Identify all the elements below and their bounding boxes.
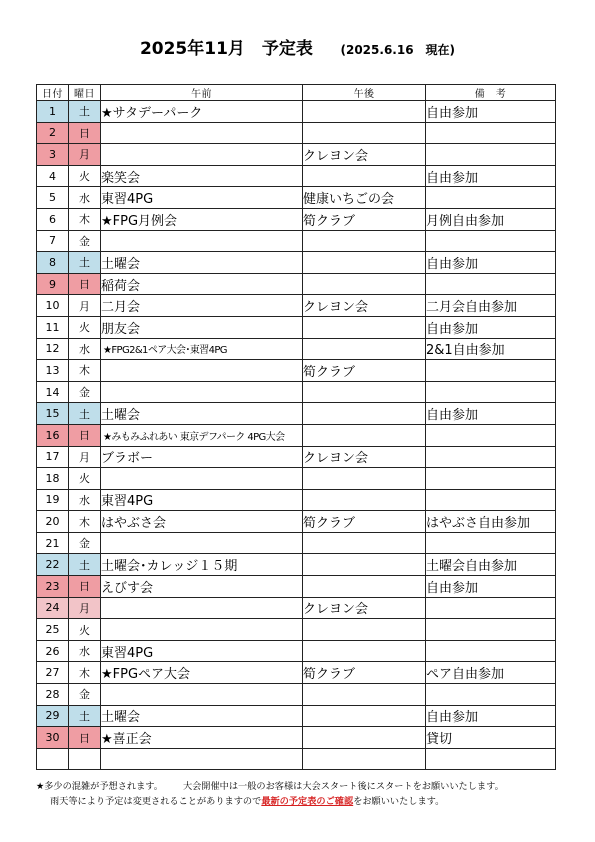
am-event-cell: ★FPG2&1ペア大会･東習4PG [101,338,303,360]
table-row [37,597,556,619]
table-row [37,511,556,533]
pm-event-cell [303,230,426,252]
day-cell: 4 [37,165,69,187]
note-cell: 自由参加 [426,705,556,727]
dow-cell: 火 [69,165,101,187]
note-cell [426,144,556,166]
table-row [37,208,556,230]
day-cell: 21 [37,532,69,554]
table-row [37,705,556,727]
day-cell: 15 [37,403,69,425]
table-row [37,727,556,749]
am-event-cell [101,122,303,144]
pm-event-cell [303,424,426,446]
note-cell [426,684,556,706]
header-dow: 曜日 [69,85,101,101]
footer-line-2 [36,794,566,809]
table-row [37,122,556,144]
pm-event-cell [303,640,426,662]
day-cell: 12 [37,338,69,360]
note-cell [426,187,556,209]
pm-event-cell [303,684,426,706]
day-cell: 27 [37,662,69,684]
am-event-cell: ★みもみふれあい 東京デフパーク 4PG大会 [101,424,303,446]
pm-event-cell [303,532,426,554]
pm-event-cell [303,468,426,490]
day-cell: 24 [37,597,69,619]
table-row [37,640,556,662]
day-cell: 6 [37,208,69,230]
day-cell: 1 [37,101,69,123]
table-row [37,576,556,598]
am-event-cell: 土曜会 [101,705,303,727]
am-event-cell: ★サタデーパーク [101,101,303,123]
header-note: 備 考 [426,85,556,101]
schedule-title: 2025年11月 予定表 [139,39,313,59]
dow-cell: 木 [69,511,101,533]
note-cell [426,230,556,252]
day-cell: 13 [37,360,69,382]
pm-event-cell [303,165,426,187]
schedule-rows [37,101,556,770]
am-event-cell [101,684,303,706]
pm-event-cell [303,489,426,511]
day-cell: 22 [37,554,69,576]
day-cell: 25 [37,619,69,641]
header-day: 日付 [37,85,69,101]
table-row [37,273,556,295]
table-row [37,532,556,554]
pm-event-cell: クレヨン会 [303,144,426,166]
dow-cell: 火 [69,619,101,641]
table-row [37,619,556,641]
footer-line-1 [36,779,566,794]
pm-event-cell [303,619,426,641]
table-row [37,554,556,576]
note-cell [426,489,556,511]
tournament-notice: 大会開催中は一般のお客様は大会スタート後にスタートをお願いいたします。 [182,781,504,792]
table-row [37,489,556,511]
day-cell: 26 [37,640,69,662]
note-cell [426,468,556,490]
table-row [37,403,556,425]
pm-event-cell [303,576,426,598]
pm-event-cell [303,252,426,274]
am-event-cell: 土曜会 [101,252,303,274]
am-event-cell: ブラボー [101,446,303,468]
weather-notice: 雨天等により予定は変更されることがありますので [50,796,262,807]
pm-event-cell [303,273,426,295]
footer-notes [36,779,566,809]
table-row [37,338,556,360]
am-event-cell: ★FPG月例会 [101,208,303,230]
dow-cell: 土 [69,403,101,425]
note-cell [426,273,556,295]
am-event-cell [101,468,303,490]
table-row [37,381,556,403]
pm-event-cell: 筍クラブ [303,511,426,533]
day-cell: 11 [37,316,69,338]
dow-cell: 日 [69,122,101,144]
note-cell: 自由参加 [426,576,556,598]
pm-event-cell: 健康いちごの会 [303,187,426,209]
am-event-cell: 楽笑会 [101,165,303,187]
am-event-cell [101,748,303,770]
dow-cell: 土 [69,101,101,123]
am-event-cell: 東習4PG [101,640,303,662]
dow-cell: 金 [69,684,101,706]
day-cell: 18 [37,468,69,490]
table-row [37,187,556,209]
day-cell: 5 [37,187,69,209]
am-event-cell: ★FPGペア大会 [101,662,303,684]
dow-cell: 金 [69,230,101,252]
dow-cell: 火 [69,468,101,490]
pm-event-cell [303,101,426,123]
dow-cell: 日 [69,727,101,749]
dow-cell: 金 [69,381,101,403]
am-event-cell: 東習4PG [101,489,303,511]
dow-cell: 木 [69,208,101,230]
page-title [0,34,595,59]
dow-cell: 土 [69,252,101,274]
note-cell [426,446,556,468]
am-event-cell: 二月会 [101,295,303,317]
pm-event-cell [303,338,426,360]
dow-cell [69,748,101,770]
am-event-cell: はやぶさ会 [101,511,303,533]
day-cell: 9 [37,273,69,295]
dow-cell: 月 [69,144,101,166]
dow-cell: 火 [69,316,101,338]
dow-cell: 木 [69,360,101,382]
table-row [37,295,556,317]
am-event-cell: 東習4PG [101,187,303,209]
dow-cell: 木 [69,662,101,684]
note-cell: 2&1自由参加 [426,338,556,360]
pm-event-cell [303,554,426,576]
schedule-table [36,84,556,770]
day-cell: 16 [37,424,69,446]
pm-event-cell [303,748,426,770]
note-cell [426,360,556,382]
note-cell: 自由参加 [426,252,556,274]
note-cell: 自由参加 [426,316,556,338]
day-cell: 23 [37,576,69,598]
table-row [37,101,556,123]
day-cell: 10 [37,295,69,317]
pm-event-cell: クレヨン会 [303,446,426,468]
pm-event-cell [303,403,426,425]
am-event-cell: えびす会 [101,576,303,598]
note-cell: 自由参加 [426,165,556,187]
table-header-row [37,85,556,101]
note-cell [426,532,556,554]
dow-cell: 月 [69,295,101,317]
day-cell: 20 [37,511,69,533]
note-cell [426,640,556,662]
dow-cell: 日 [69,424,101,446]
note-cell [426,597,556,619]
pm-event-cell: クレヨン会 [303,295,426,317]
note-cell: 二月会自由参加 [426,295,556,317]
note-cell [426,381,556,403]
dow-cell: 水 [69,338,101,360]
table-row [37,316,556,338]
weather-notice-end: をお願いいたします。 [353,796,445,807]
day-cell: 14 [37,381,69,403]
day-cell [37,748,69,770]
pm-event-cell: 筍クラブ [303,208,426,230]
am-event-cell [101,360,303,382]
am-event-cell: ★喜正会 [101,727,303,749]
table-row [37,748,556,770]
pm-event-cell [303,705,426,727]
day-cell: 3 [37,144,69,166]
table-row [37,144,556,166]
note-cell: 月例自由参加 [426,208,556,230]
day-cell: 30 [37,727,69,749]
note-cell [426,424,556,446]
am-event-cell [101,619,303,641]
note-cell [426,619,556,641]
header-pm: 午後 [303,85,426,101]
am-event-cell [101,532,303,554]
am-event-cell [101,381,303,403]
table-row [37,360,556,382]
am-event-cell [101,597,303,619]
table-row [37,468,556,490]
day-cell: 17 [37,446,69,468]
table-row [37,662,556,684]
pm-event-cell [303,727,426,749]
table-row [37,165,556,187]
day-cell: 8 [37,252,69,274]
pm-event-cell: クレヨン会 [303,597,426,619]
am-event-cell: 稲荷会 [101,273,303,295]
note-cell: 土曜会自由参加 [426,554,556,576]
header-am: 午前 [101,85,303,101]
am-event-cell [101,144,303,166]
day-cell: 29 [37,705,69,727]
dow-cell: 土 [69,705,101,727]
dow-cell: 水 [69,640,101,662]
latest-schedule-link[interactable]: 最新の予定表のご確認 [261,796,354,807]
day-cell: 2 [37,122,69,144]
table-row [37,424,556,446]
note-cell: はやぶさ自由参加 [426,511,556,533]
table-row [37,252,556,274]
pm-event-cell: 筍クラブ [303,662,426,684]
note-cell: 貸切 [426,727,556,749]
as-of-date: (2025.6.16 現在) [340,43,456,57]
table-row [37,230,556,252]
am-event-cell [101,230,303,252]
note-cell: ペア自由参加 [426,662,556,684]
crowd-notice: ★多少の混雑が予想されます。 [36,781,163,792]
dow-cell: 土 [69,554,101,576]
am-event-cell: 土曜会 [101,403,303,425]
pm-event-cell [303,381,426,403]
day-cell: 19 [37,489,69,511]
dow-cell: 月 [69,446,101,468]
dow-cell: 金 [69,532,101,554]
note-cell [426,748,556,770]
dow-cell: 日 [69,576,101,598]
am-event-cell: 土曜会･カレッジ１５期 [101,554,303,576]
table-row [37,446,556,468]
dow-cell: 日 [69,273,101,295]
dow-cell: 月 [69,597,101,619]
dow-cell: 水 [69,489,101,511]
pm-event-cell [303,122,426,144]
pm-event-cell: 筍クラブ [303,360,426,382]
dow-cell: 水 [69,187,101,209]
note-cell: 自由参加 [426,101,556,123]
day-cell: 28 [37,684,69,706]
pm-event-cell [303,316,426,338]
note-cell [426,122,556,144]
day-cell: 7 [37,230,69,252]
table-row [37,684,556,706]
am-event-cell: 朋友会 [101,316,303,338]
note-cell: 自由参加 [426,403,556,425]
